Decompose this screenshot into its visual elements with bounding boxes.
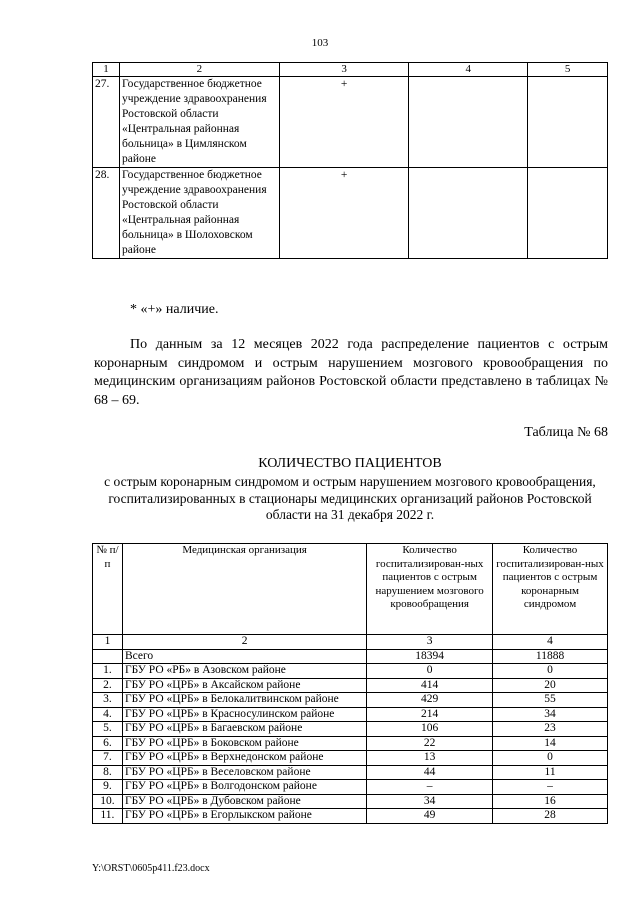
organization-name: ГБУ РО «ЦРБ» в Белокалитвинском районе	[122, 693, 366, 708]
organization-name: ГБУ РО «ЦРБ» в Боковском районе	[122, 736, 366, 751]
body-paragraph	[94, 336, 608, 410]
organization-name: ГБУ РО «ЦРБ» в Багаевском районе	[122, 722, 366, 737]
row-number: 5.	[93, 722, 123, 737]
acs-value: 28	[493, 809, 608, 824]
table-row	[93, 809, 608, 824]
row-number: 3.	[93, 693, 123, 708]
organization-name: ГБУ РО «ЦРБ» в Дубовском районе	[122, 794, 366, 809]
stroke-value: 414	[367, 678, 493, 693]
row-number: 8.	[93, 765, 123, 780]
stroke-value: 22	[367, 736, 493, 751]
table-row	[93, 765, 608, 780]
acs-value: 20	[493, 678, 608, 693]
row-number: 6.	[93, 736, 123, 751]
table-title: КОЛИЧЕСТВО ПАЦИЕНТОВ	[258, 456, 442, 471]
table-row	[93, 693, 608, 708]
table-row	[93, 736, 608, 751]
stroke-value: 49	[367, 809, 493, 824]
footnote: * «+» наличие.	[130, 302, 219, 317]
row-number: 2.	[93, 678, 123, 693]
acs-value: 11	[493, 765, 608, 780]
acs-value: –	[493, 780, 608, 795]
row-number: 11.	[93, 809, 123, 824]
table-row	[93, 751, 608, 766]
total-row	[93, 649, 608, 664]
table-row	[93, 77, 608, 168]
row-number: 1.	[93, 664, 123, 679]
organization-name: ГБУ РО «ЦРБ» в Волгодонском районе	[122, 780, 366, 795]
table-row	[93, 722, 608, 737]
stroke-value: 13	[367, 751, 493, 766]
acs-value: 11888	[493, 649, 608, 664]
index-cell: 3	[367, 635, 493, 650]
header-cell: 3	[279, 63, 409, 77]
index-cell: 1	[93, 635, 123, 650]
header-org: Медицинская организация	[122, 544, 366, 635]
row-number: 27.	[93, 77, 120, 168]
page-number: 103	[311, 37, 329, 49]
row-number: 9.	[93, 780, 123, 795]
index-cell: 2	[122, 635, 366, 650]
header-cell: 5	[528, 63, 608, 77]
row-number: 7.	[93, 751, 123, 766]
header-acs: Количество госпитализирован-ных пациентов с острым коронарным синдромом	[493, 544, 608, 635]
row-number	[93, 649, 123, 664]
organization-name: ГБУ РО «ЦРБ» в Аксайском районе	[122, 678, 366, 693]
stroke-value: –	[367, 780, 493, 795]
table-subtitle: с острым коронарным синдромом и острым нарушением мозгового кровообращения, госпитализированных в стационары медицинских организаций районов Ростовской области на 31 декабря 2022 г.	[104, 474, 596, 523]
organization-name: ГБУ РО «ЦРБ» в Егорлыкском районе	[122, 809, 366, 824]
acs-value: 0	[493, 751, 608, 766]
acs-value: 23	[493, 722, 608, 737]
file-path-footer: Y:\ORST\0605p411.f23.docx	[92, 863, 210, 874]
stroke-value: 44	[367, 765, 493, 780]
table-row	[93, 168, 608, 259]
paragraph-text: По данным за 12 месяцев 2022 года распределение пациентов с острым коронарным синдромом и острым нарушением мозгового кровообращения по медицинским организациям районов Ростовской области представлено в таблицах № 68 – 69.	[94, 337, 608, 408]
index-row	[93, 635, 608, 650]
header-num: № п/п	[93, 544, 123, 635]
stroke-value: 429	[367, 693, 493, 708]
presence-mark: +	[279, 77, 409, 168]
acs-value: 0	[493, 664, 608, 679]
empty-cell	[528, 77, 608, 168]
header-cell: 1	[93, 63, 120, 77]
row-number: 28.	[93, 168, 120, 259]
stroke-value: 34	[367, 794, 493, 809]
acs-value: 34	[493, 707, 608, 722]
organization-name: ГБУ РО «ЦРБ» в Красносулинском районе	[122, 707, 366, 722]
presence-mark: +	[279, 168, 409, 259]
stroke-value: 0	[367, 664, 493, 679]
empty-cell	[528, 168, 608, 259]
organization-name: ГБУ РО «РБ» в Азовском районе	[122, 664, 366, 679]
organization-name: Государственное бюджетное учреждение здравоохранения Ростовской области «Центральная районная больница» в Шолоховском районе	[119, 168, 279, 259]
row-number: 4.	[93, 707, 123, 722]
header-cell: 2	[119, 63, 279, 77]
stroke-value: 106	[367, 722, 493, 737]
organization-name: ГБУ РО «ЦРБ» в Веселовском районе	[122, 765, 366, 780]
acs-value: 16	[493, 794, 608, 809]
total-label: Всего	[122, 649, 366, 664]
stroke-value: 18394	[367, 649, 493, 664]
table-header-row	[93, 63, 608, 77]
index-cell: 4	[493, 635, 608, 650]
empty-cell	[409, 168, 528, 259]
table-row	[93, 678, 608, 693]
table-header-row	[93, 544, 608, 635]
empty-cell	[409, 77, 528, 168]
acs-value: 14	[493, 736, 608, 751]
facilities-table	[92, 62, 608, 259]
patients-table	[92, 543, 608, 824]
table-number: Таблица № 68	[524, 425, 608, 440]
row-number: 10.	[93, 794, 123, 809]
stroke-value: 214	[367, 707, 493, 722]
acs-value: 55	[493, 693, 608, 708]
table-row	[93, 664, 608, 679]
organization-name: ГБУ РО «ЦРБ» в Верхнедонском районе	[122, 751, 366, 766]
table-row	[93, 707, 608, 722]
table-row	[93, 780, 608, 795]
header-cell: 4	[409, 63, 528, 77]
header-stroke: Количество госпитализирован-ных пациентов с острым нарушением мозгового кровообращения	[367, 544, 493, 635]
table-row	[93, 794, 608, 809]
organization-name: Государственное бюджетное учреждение здравоохранения Ростовской области «Центральная районная больница» в Цимлянском районе	[119, 77, 279, 168]
